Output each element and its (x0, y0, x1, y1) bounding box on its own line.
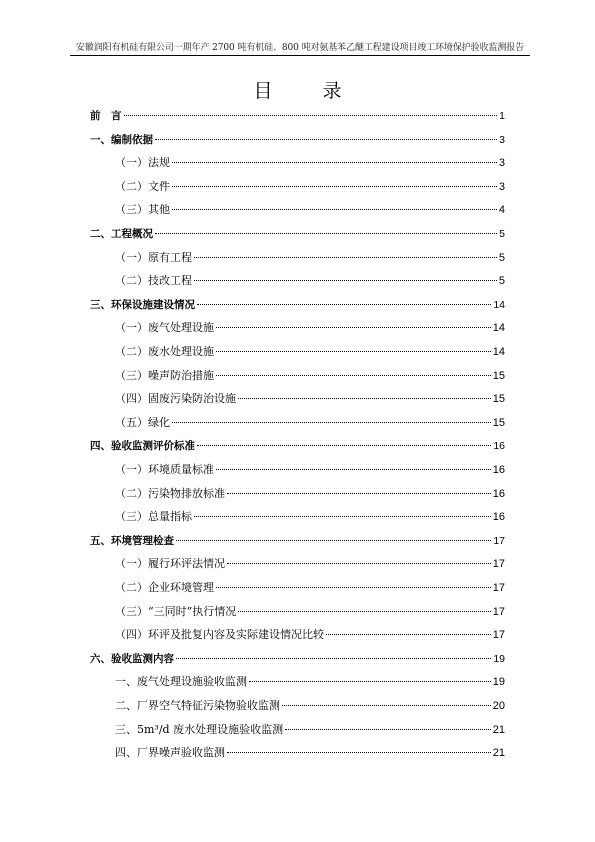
running-header: 安徽润阳有机硅有限公司一期年产 2700 吨有机硅、800 吨对氨基苯乙醚工程建设项目竣工环境保护验收监测报告 (75, 43, 525, 53)
toc-entry[interactable] (115, 250, 505, 266)
toc-entry[interactable] (90, 226, 505, 242)
toc-entry[interactable] (90, 132, 505, 148)
toc-entry-label: 一、废气处理设施验收监测 (115, 675, 247, 689)
dot-leader (326, 634, 491, 635)
toc-entry-label: （三）其他 (115, 203, 170, 217)
toc-entry[interactable] (90, 297, 505, 313)
toc-entry-label: 三、环保设施建设情况 (90, 298, 195, 311)
dot-leader (155, 233, 497, 234)
toc-entry[interactable] (115, 155, 505, 171)
toc-entry[interactable] (115, 674, 505, 690)
dot-leader (227, 563, 491, 564)
toc-entry-label: 六、验收监测内容 (90, 652, 174, 665)
dot-leader (227, 752, 491, 753)
toc-entry-page: 20 (492, 700, 505, 712)
toc-entry-label: （三）总量指标 (115, 510, 192, 524)
toc-entry-label: （五）绿化 (115, 415, 170, 429)
toc-entry[interactable] (115, 745, 505, 761)
toc-entry[interactable] (90, 108, 505, 124)
toc-entry[interactable] (115, 368, 505, 384)
dot-leader (216, 587, 491, 588)
dot-leader (197, 304, 491, 305)
dot-leader (197, 445, 491, 446)
toc-entry[interactable] (115, 320, 505, 336)
toc-entry-label: （一）原有工程 (115, 250, 192, 264)
toc-entry-label: 前 言 (90, 110, 122, 122)
toc-entry-label: 三、5m³/d 废水处理设施验收监测 (115, 722, 284, 736)
dot-leader (216, 375, 491, 376)
toc-entry-label: （三）“三同时”执行情况 (115, 604, 237, 618)
toc-entry-page: 17 (493, 534, 505, 547)
toc-entry-label: 一、编制依据 (90, 133, 153, 146)
toc-entry-page: 19 (492, 676, 505, 689)
toc-entry[interactable] (115, 391, 505, 407)
toc-entry-label: 二、厂界空气特征污染物验收监测 (115, 699, 280, 712)
toc-entry-page: 14 (492, 322, 505, 335)
dot-leader (194, 280, 497, 281)
toc-entry-label: （二）技改工程 (115, 274, 192, 288)
toc-entry-page: 16 (492, 464, 505, 476)
toc-entry-label: （四）固废污染防治设施 (115, 392, 236, 406)
toc-entry-label: （二）污染物排放标准 (115, 486, 225, 500)
toc-entry[interactable] (115, 462, 505, 478)
toc-entry[interactable] (115, 344, 505, 360)
toc-entry-page: 16 (492, 487, 505, 500)
toc-entry[interactable] (115, 722, 505, 738)
toc-entry[interactable] (115, 509, 505, 525)
toc-entry-page: 17 (492, 629, 505, 642)
dot-leader (194, 257, 497, 258)
dot-leader (285, 729, 491, 730)
dot-leader (124, 115, 498, 116)
toc-entry-page: 3 (499, 133, 505, 146)
toc-entry-page: 5 (499, 228, 505, 240)
toc-entry-page: 19 (493, 652, 505, 665)
dot-leader (194, 516, 491, 517)
dot-leader (172, 209, 497, 210)
toc-entry-page: 17 (492, 605, 505, 618)
toc-entry-label: （三）噪声防治措施 (115, 368, 214, 382)
toc-entry[interactable] (115, 202, 505, 218)
toc-entry-page: 16 (492, 511, 505, 524)
toc-entry[interactable] (115, 627, 505, 643)
dot-leader (176, 540, 491, 541)
dot-leader (238, 398, 491, 399)
toc-entry[interactable] (90, 438, 505, 454)
dot-leader (216, 469, 491, 470)
toc-entry-label: （二）企业环境管理 (115, 581, 214, 594)
dot-leader (172, 422, 491, 423)
toc-entry-label: 五、环境管理检查 (90, 534, 174, 547)
toc-entry-page: 5 (498, 251, 505, 264)
dot-leader (155, 139, 497, 140)
toc-entry-page: 21 (492, 747, 505, 760)
toc-entry-page: 15 (492, 393, 505, 406)
toc-entry[interactable] (90, 651, 505, 667)
toc-entry-label: （一）环境质量标准 (115, 463, 214, 476)
dot-leader (176, 658, 491, 659)
toc-entry[interactable] (115, 486, 505, 502)
toc-entry[interactable] (115, 698, 505, 714)
toc-entry-page: 16 (493, 440, 505, 453)
toc-entry-label: 二、工程概况 (90, 228, 153, 240)
toc-entry-page: 14 (492, 346, 505, 358)
dot-leader (216, 327, 491, 328)
toc-entry-label: 四、厂界噪声验收监测 (115, 746, 225, 760)
toc-entry-page: 15 (492, 416, 505, 429)
toc-entry[interactable] (115, 580, 505, 596)
toc-entry[interactable] (115, 273, 505, 289)
toc-entry-label: （四）环评及批复内容及实际建设情况比较 (115, 628, 324, 642)
toc-entry-page: 14 (493, 298, 505, 311)
toc-entry[interactable] (90, 533, 505, 549)
dot-leader (227, 493, 491, 494)
dot-leader (238, 611, 491, 612)
toc-entry-label: （一）废气处理设施 (115, 321, 214, 335)
toc-entry-label: （一）法规 (115, 156, 170, 170)
toc-entry-page: 3 (498, 180, 505, 193)
toc-entry-label: （二）废水处理设施 (115, 345, 214, 358)
toc-entry[interactable] (115, 415, 505, 431)
toc-entry[interactable] (115, 604, 505, 620)
dot-leader (172, 162, 497, 163)
toc-entry-page: 5 (498, 275, 505, 288)
dot-leader (172, 186, 497, 187)
toc-entry[interactable] (115, 556, 505, 572)
toc-entry-page: 17 (492, 582, 505, 594)
dot-leader (249, 681, 491, 682)
toc-entry-page: 17 (492, 558, 505, 571)
toc-entry-page: 4 (498, 204, 505, 217)
toc-entry-label: （一）履行环评法情况 (115, 557, 225, 571)
dot-leader (282, 705, 491, 706)
toc-entry-page: 1 (499, 110, 505, 122)
toc-entry-label: （二）文件 (115, 179, 170, 193)
toc-entry-page: 21 (492, 723, 505, 736)
toc-entry[interactable] (115, 179, 505, 195)
toc-entry-page: 3 (498, 157, 505, 170)
toc-entry-label: 四、验收监测评价标准 (90, 440, 195, 453)
dot-leader (216, 351, 491, 352)
page-title: 目 录 (253, 80, 364, 102)
toc-entry-page: 15 (492, 369, 505, 382)
